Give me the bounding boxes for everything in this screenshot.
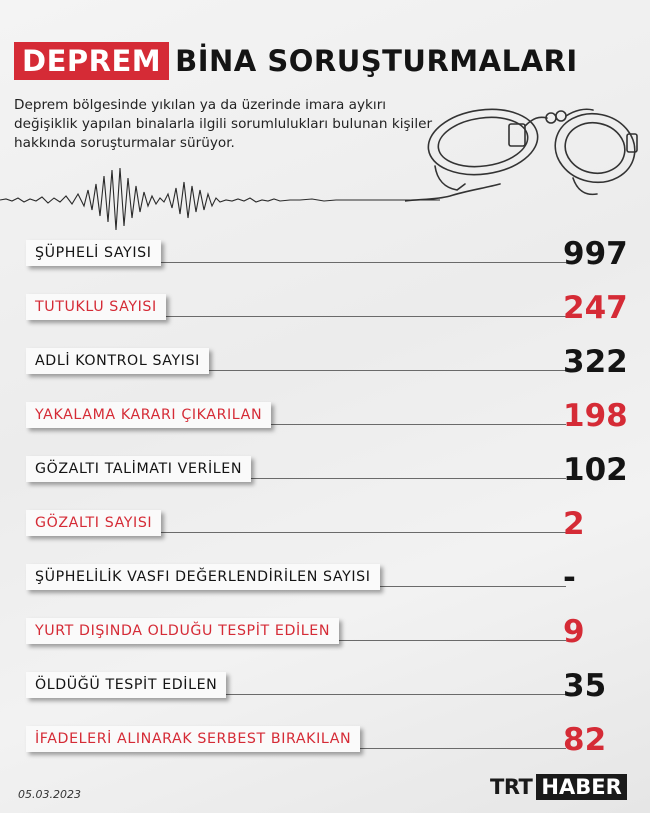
stat-row: [0, 614, 650, 654]
stat-value: 102: [563, 452, 628, 488]
stat-value: 247: [563, 290, 628, 326]
trt-haber-logo: [490, 774, 627, 800]
stat-value: 322: [563, 344, 628, 380]
stat-row: [0, 290, 650, 330]
stat-row: [0, 398, 650, 438]
title-rest: BİNA SORUŞTURMALARI: [175, 44, 578, 78]
handcuffs-icon: [405, 96, 645, 206]
stat-row: [0, 668, 650, 708]
page-title: [14, 42, 578, 80]
stat-row: [0, 236, 650, 276]
stat-row: [0, 560, 650, 600]
stat-row: [0, 452, 650, 492]
stat-row: [0, 344, 650, 384]
stat-value: 9: [563, 614, 585, 650]
stat-value: 82: [563, 722, 607, 758]
stat-label: YURT DIŞINDA OLDUĞU TESPİT EDİLEN: [26, 618, 339, 644]
stat-value: -: [563, 560, 576, 596]
stat-label: İFADELERİ ALINARAK SERBEST BIRAKILAN: [26, 726, 360, 752]
stat-label: ŞÜPHELİLİK VASFI DEĞERLENDİRİLEN SAYISI: [26, 564, 380, 590]
stat-value: 997: [563, 236, 628, 272]
stat-row: [0, 722, 650, 762]
publish-date: 05.03.2023: [18, 788, 81, 801]
stat-label: ŞÜPHELİ SAYISI: [26, 240, 161, 266]
logo-haber: HABER: [536, 774, 626, 800]
stat-label: YAKALAMA KARARI ÇIKARILAN: [26, 402, 271, 428]
stat-label: TUTUKLU SAYISI: [26, 294, 166, 320]
subtitle: Deprem bölgesinde yıkılan ya da üzerinde imara aykırı değişiklik yapılan binalarla ilgili sorumlulukları bulunan kişiler hakkında soruşturmalar sürüyor.: [14, 97, 433, 151]
title-highlight: DEPREM: [14, 42, 169, 80]
stat-label: ÖLDÜĞÜ TESPİT EDİLEN: [26, 672, 226, 698]
stat-value: 35: [563, 668, 607, 704]
stat-label: GÖZALTI SAYISI: [26, 510, 161, 536]
stat-label: GÖZALTI TALİMATI VERİLEN: [26, 456, 251, 482]
stat-row: [0, 506, 650, 546]
seismograph-wave: [0, 160, 440, 240]
stat-label: ADLİ KONTROL SAYISI: [26, 348, 209, 374]
stat-value: 2: [563, 506, 585, 542]
stat-value: 198: [563, 398, 628, 434]
logo-trt: TRT: [490, 775, 533, 799]
